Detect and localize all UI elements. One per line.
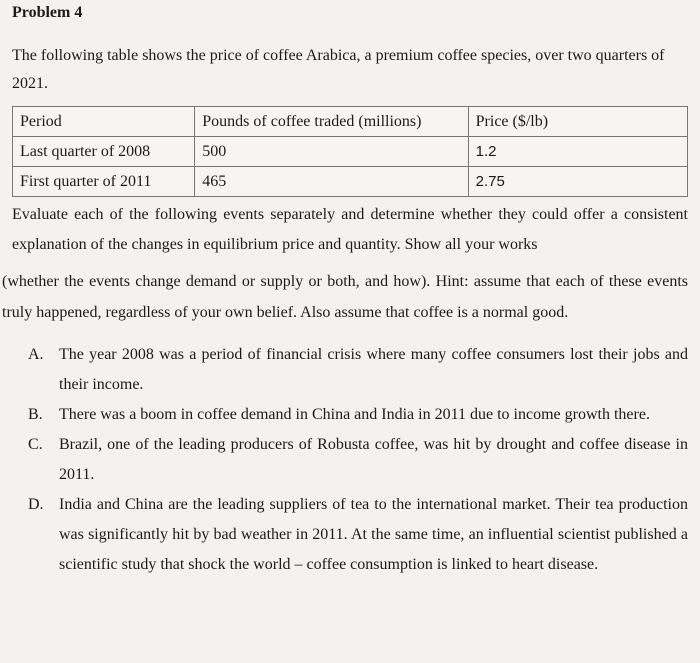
- table-header-cell: Period: [13, 107, 195, 137]
- problem-title: Problem 4: [12, 4, 83, 21]
- table-cell: [468, 137, 687, 167]
- instructions-paragraph: Evaluate each of the following events separately and determine whether they could offer a consistent explanation of the changes in equilibrium price and quantity. Show all your works: [12, 206, 688, 253]
- question-label: A.: [28, 346, 44, 363]
- table-row: [13, 137, 688, 167]
- table-cell: [468, 167, 687, 197]
- question-label: D.: [28, 496, 44, 513]
- table-cell: 500: [195, 137, 468, 167]
- table-header-row: [13, 107, 688, 137]
- question-text: The year 2008 was a period of financial crisis where many coffee consumers lost their jobs and their income.: [59, 346, 688, 393]
- question-label: B.: [28, 406, 43, 423]
- intro-paragraph: The following table shows the price of coffee Arabica, a premium coffee species, over two quarters of 2021.: [12, 47, 665, 92]
- table-cell-value: 2.75: [475, 172, 505, 190]
- table-cell: Last quarter of 2008: [13, 137, 195, 167]
- table-cell: 465: [195, 167, 468, 197]
- hint-paragraph: (whether the events change demand or supply or both, and how). Hint: assume that each of these events truly happened, regardless of your own belief. Also assume that coffee is a normal good.: [2, 273, 688, 321]
- table-cell-value: 1.2: [475, 142, 497, 160]
- question-text: Brazil, one of the leading producers of Robusta coffee, was hit by drought and coffee disease in 2011.: [59, 436, 688, 483]
- question-item: [28, 340, 688, 400]
- question-item: [28, 430, 688, 490]
- table-row: [13, 167, 688, 197]
- table-header-cell: Pounds of coffee traded (millions): [195, 107, 468, 137]
- question-item: [28, 490, 688, 580]
- question-item: [28, 400, 688, 430]
- coffee-price-table: [12, 106, 688, 197]
- question-label: C.: [28, 436, 43, 453]
- table-cell: First quarter of 2011: [13, 167, 195, 197]
- table-header-cell: Price ($/lb): [468, 107, 687, 137]
- question-list: [28, 340, 688, 580]
- question-text: India and China are the leading suppliers of tea to the international market. Their tea production was significantly hit by bad weather in 2011. At the same time, an influential scientist published a scientific study that shock the world – coffee consumption is linked to heart disease.: [59, 496, 688, 573]
- question-text: There was a boom in coffee demand in China and India in 2011 due to income growth there.: [59, 406, 650, 423]
